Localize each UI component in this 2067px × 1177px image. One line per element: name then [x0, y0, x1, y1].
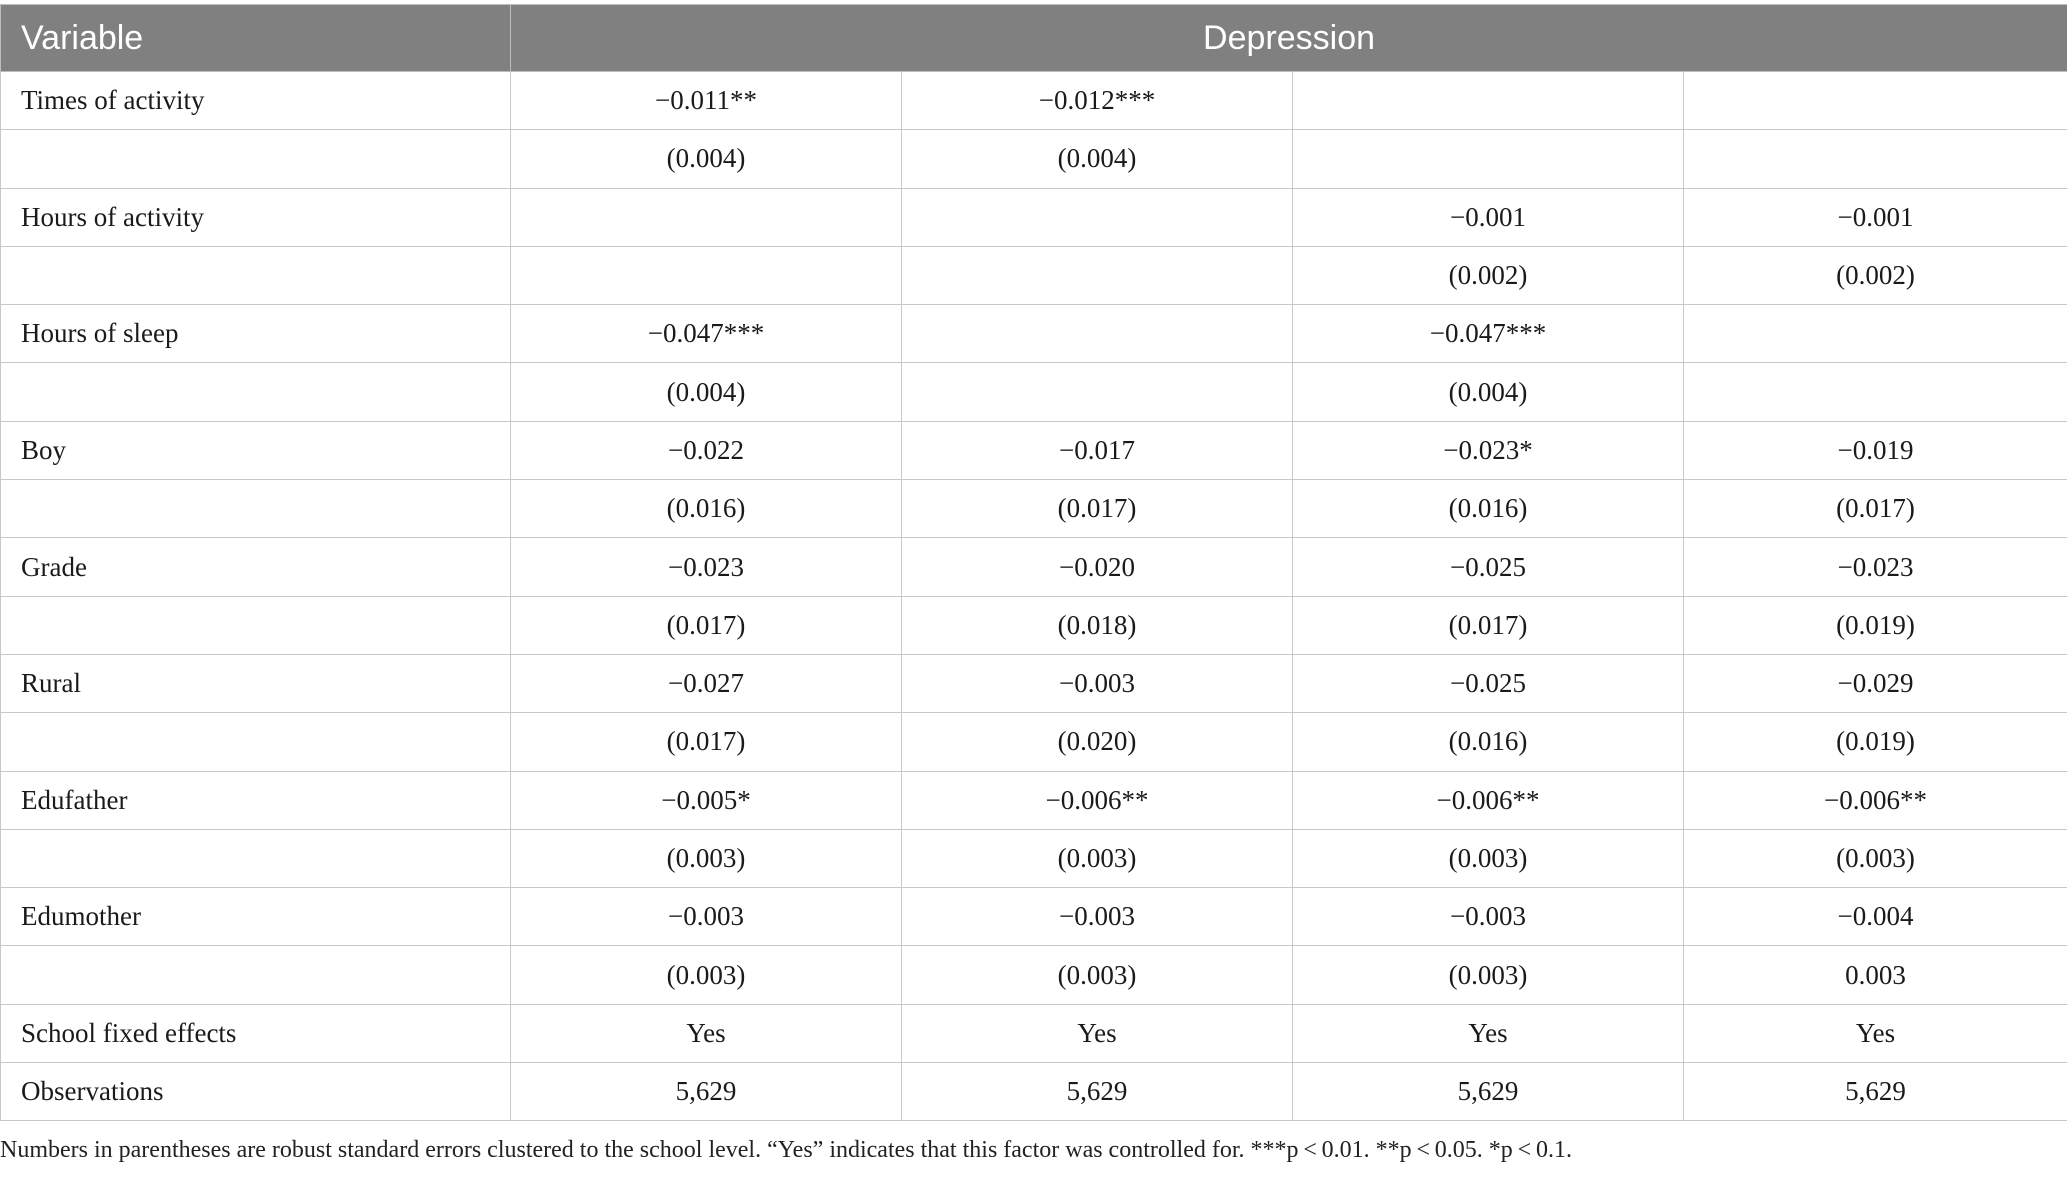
row-label: Edufather [1, 771, 511, 829]
row-label: Grade [1, 538, 511, 596]
value-cell [902, 305, 1293, 363]
table-row [1, 713, 2067, 771]
value-cell: −0.006** [902, 771, 1293, 829]
value-cell: (0.003) [902, 946, 1293, 1004]
value-cell: −0.047*** [511, 305, 902, 363]
value-cell: −0.023* [1293, 421, 1684, 479]
value-cell [902, 246, 1293, 304]
value-cell: (0.018) [902, 596, 1293, 654]
value-cell: (0.002) [1684, 246, 2067, 304]
table-row [1, 1063, 2067, 1121]
value-cell: (0.019) [1684, 713, 2067, 771]
row-label [1, 713, 511, 771]
row-label: Hours of activity [1, 188, 511, 246]
value-cell: (0.003) [902, 829, 1293, 887]
row-label: Rural [1, 654, 511, 712]
row-label: Hours of sleep [1, 305, 511, 363]
table-row [1, 305, 2067, 363]
value-cell: (0.004) [902, 130, 1293, 188]
value-cell [511, 246, 902, 304]
table-row [1, 946, 2067, 1004]
row-label [1, 596, 511, 654]
value-cell [1684, 363, 2067, 421]
value-cell [1684, 130, 2067, 188]
table-row [1, 188, 2067, 246]
value-cell: −0.029 [1684, 654, 2067, 712]
value-cell: −0.025 [1293, 538, 1684, 596]
value-cell: Yes [1293, 1004, 1684, 1062]
row-label: Times of activity [1, 72, 511, 130]
table-row [1, 1004, 2067, 1062]
table-row [1, 72, 2067, 130]
table-body [1, 72, 2067, 1121]
table-row [1, 771, 2067, 829]
row-label: Boy [1, 421, 511, 479]
value-cell: (0.003) [1293, 946, 1684, 1004]
table-row [1, 888, 2067, 946]
value-cell: −0.006** [1293, 771, 1684, 829]
row-label [1, 363, 511, 421]
value-cell: −0.001 [1684, 188, 2067, 246]
table-footnote: Numbers in parentheses are robust standard errors clustered to the school level. “Yes” indicates that this factor was controlled for. ***p < 0.01. **p < 0.05. *p < 0.1. [0, 1137, 1572, 1163]
row-label [1, 946, 511, 1004]
value-cell: (0.017) [511, 596, 902, 654]
value-cell: (0.016) [1293, 480, 1684, 538]
table-row [1, 130, 2067, 188]
value-cell [902, 363, 1293, 421]
table-row [1, 596, 2067, 654]
row-label [1, 829, 511, 887]
value-cell: −0.019 [1684, 421, 2067, 479]
table-header [1, 5, 2067, 72]
row-label [1, 130, 511, 188]
value-cell: (0.003) [1684, 829, 2067, 887]
value-cell [511, 188, 902, 246]
value-cell: −0.023 [1684, 538, 2067, 596]
value-cell: (0.017) [511, 713, 902, 771]
value-cell: −0.003 [902, 654, 1293, 712]
value-cell [1293, 130, 1684, 188]
row-label [1, 480, 511, 538]
value-cell: (0.002) [1293, 246, 1684, 304]
value-cell: 5,629 [902, 1063, 1293, 1121]
value-cell: (0.019) [1684, 596, 2067, 654]
value-cell: (0.017) [1684, 480, 2067, 538]
value-cell: −0.011** [511, 72, 902, 130]
table-row [1, 246, 2067, 304]
value-cell: (0.017) [1293, 596, 1684, 654]
header-row [1, 5, 2067, 72]
value-cell [1684, 72, 2067, 130]
value-cell: Yes [511, 1004, 902, 1062]
table-row [1, 363, 2067, 421]
depression-column-header: Depression [511, 5, 2067, 72]
value-cell: −0.004 [1684, 888, 2067, 946]
value-cell: −0.047*** [1293, 305, 1684, 363]
value-cell: Yes [1684, 1004, 2067, 1062]
value-cell: −0.003 [902, 888, 1293, 946]
row-label: Edumother [1, 888, 511, 946]
value-cell: −0.005* [511, 771, 902, 829]
value-cell: −0.012*** [902, 72, 1293, 130]
value-cell: −0.003 [1293, 888, 1684, 946]
row-label: Observations [1, 1063, 511, 1121]
table-row [1, 538, 2067, 596]
value-cell [1293, 72, 1684, 130]
regression-table-wrapper [0, 4, 2067, 1121]
value-cell: (0.003) [511, 829, 902, 887]
value-cell: −0.025 [1293, 654, 1684, 712]
value-cell [902, 188, 1293, 246]
table-row [1, 654, 2067, 712]
value-cell: −0.001 [1293, 188, 1684, 246]
value-cell: (0.017) [902, 480, 1293, 538]
value-cell: −0.003 [511, 888, 902, 946]
row-label [1, 246, 511, 304]
value-cell: −0.022 [511, 421, 902, 479]
row-label: School fixed effects [1, 1004, 511, 1062]
value-cell: 5,629 [1293, 1063, 1684, 1121]
value-cell: (0.016) [1293, 713, 1684, 771]
value-cell: (0.004) [511, 130, 902, 188]
value-cell: −0.006** [1684, 771, 2067, 829]
value-cell: Yes [902, 1004, 1293, 1062]
value-cell: −0.023 [511, 538, 902, 596]
value-cell: −0.020 [902, 538, 1293, 596]
table-row [1, 480, 2067, 538]
regression-table [0, 4, 2067, 1121]
value-cell: (0.016) [511, 480, 902, 538]
value-cell: 0.003 [1684, 946, 2067, 1004]
table-row [1, 421, 2067, 479]
value-cell: −0.017 [902, 421, 1293, 479]
value-cell: (0.003) [511, 946, 902, 1004]
value-cell: (0.004) [511, 363, 902, 421]
value-cell: −0.027 [511, 654, 902, 712]
value-cell: 5,629 [511, 1063, 902, 1121]
value-cell: (0.004) [1293, 363, 1684, 421]
value-cell: (0.020) [902, 713, 1293, 771]
table-row [1, 829, 2067, 887]
value-cell: (0.003) [1293, 829, 1684, 887]
variable-column-header: Variable [1, 5, 511, 72]
value-cell: 5,629 [1684, 1063, 2067, 1121]
value-cell [1684, 305, 2067, 363]
